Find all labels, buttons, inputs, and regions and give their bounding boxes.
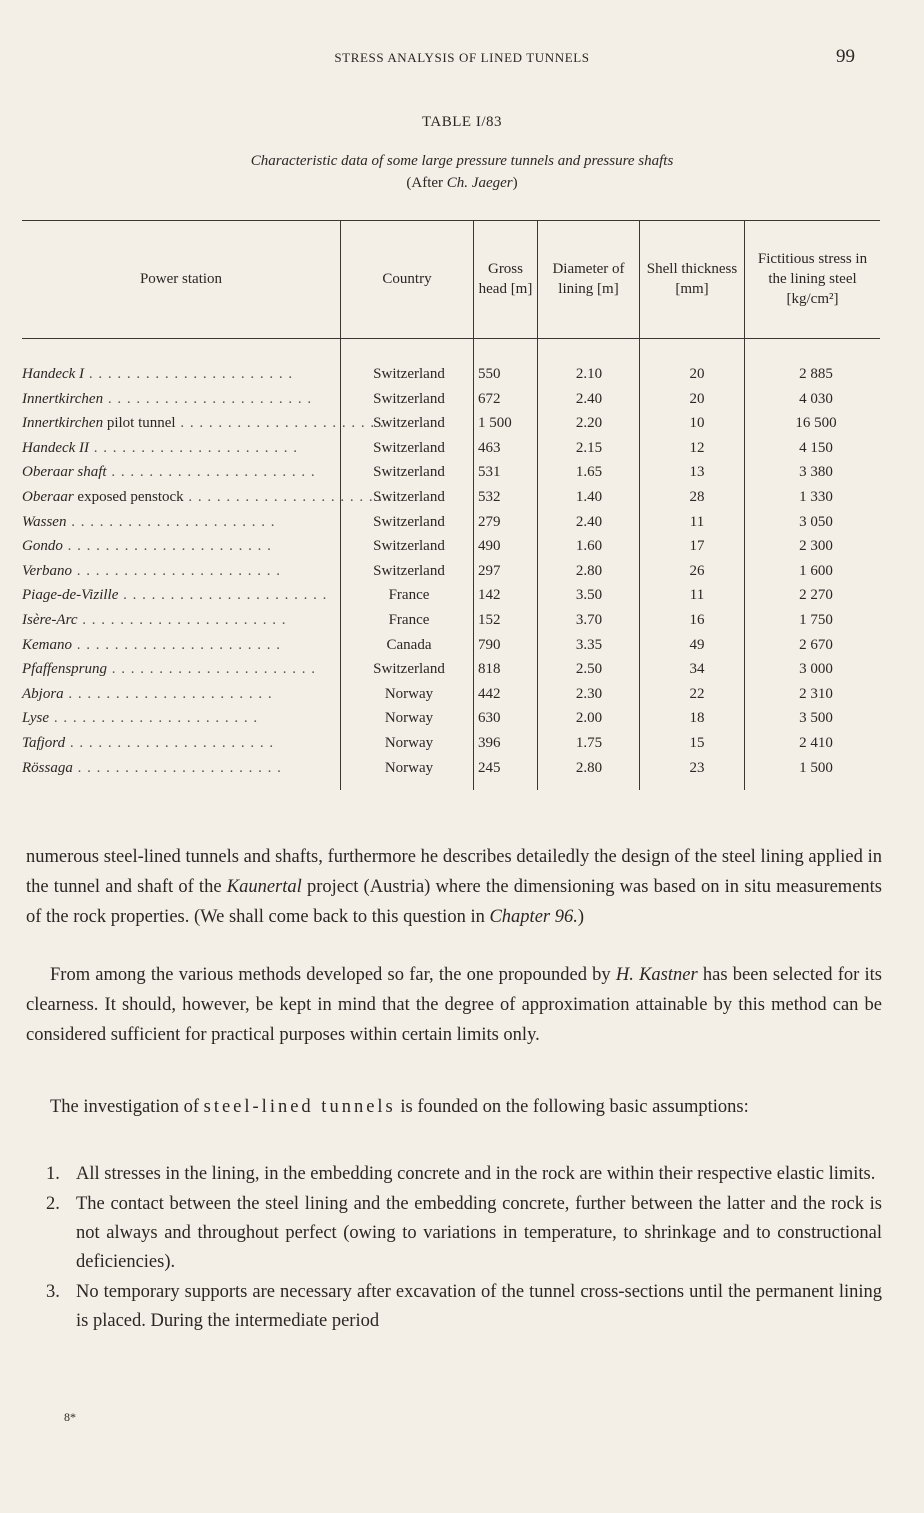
cell-country: Switzerland [373, 513, 445, 530]
list-item [46, 1190, 882, 1277]
paragraph-3 [26, 1092, 882, 1122]
table-row [22, 756, 880, 781]
table-row [22, 534, 880, 559]
table-row [22, 657, 880, 682]
cell-shell-thickness: 18 [689, 710, 705, 727]
table-row [22, 460, 880, 485]
column-header-shell-thickness: Shell thickness [mm] [646, 261, 738, 297]
cell-diameter: 3.50 [575, 587, 603, 604]
cell-shell-thickness: 22 [689, 685, 705, 702]
list-item-number: 2. [46, 1194, 60, 1214]
cell-diameter: 2.00 [575, 710, 603, 727]
cell-power-station [22, 485, 393, 509]
cell-shell-thickness: 34 [689, 661, 705, 678]
cell-power-station [22, 756, 322, 780]
station-name: Piage-de-Vizille [22, 587, 119, 604]
cell-country: Norway [384, 759, 434, 776]
cell-country: Switzerland [373, 390, 445, 407]
cell-country: Switzerland [373, 439, 445, 456]
table-row [22, 633, 880, 658]
running-head: STRESS ANALYSIS OF LINED TUNNELS [334, 50, 590, 65]
cell-fictitious-stress: 1 330 [799, 489, 833, 505]
cell-shell-thickness: 17 [689, 538, 705, 555]
cell-gross-head: 1 500 [478, 415, 512, 432]
table-row [22, 608, 880, 633]
cell-shell-thickness: 16 [689, 612, 705, 628]
table-row [22, 485, 880, 510]
cell-power-station [22, 510, 322, 534]
cell-country: Switzerland [373, 562, 445, 579]
station-suffix: exposed penstock [73, 489, 184, 505]
cell-power-station [22, 534, 322, 558]
station-name: Handeck II [22, 439, 90, 456]
cell-shell-thickness: 15 [689, 735, 705, 751]
caption-title: Characteristic data of some large pressure tunnels and pressure shafts [250, 153, 674, 169]
cell-diameter: 2.15 [575, 439, 603, 456]
station-name: Innertkirchen [22, 415, 104, 432]
cell-gross-head: 790 [478, 636, 501, 653]
leader-dots: . . . . . . . . . . . . . . . . . . . . . . [66, 513, 276, 530]
cell-shell-thickness: 12 [689, 439, 705, 456]
cell-shell-thickness: 11 [689, 513, 705, 530]
cell-power-station [22, 436, 322, 460]
cell-power-station [22, 411, 385, 435]
station-name: Wassen [22, 513, 67, 530]
cell-gross-head: 490 [478, 538, 501, 555]
leader-dots: . . . . . . . . . . . . . . . . . . . . . . [63, 685, 273, 702]
leader-dots: . . . . . . . . . . . . . . . . . . . . . . [103, 390, 313, 407]
table-row [22, 583, 880, 608]
paragraph-1-text-b: project (Austria) where the dimensioning was based on in situ measurements of the rock properties. (We shall come back to this question in [26, 877, 883, 927]
cell-shell-thickness: 11 [689, 587, 705, 604]
leader-dots: . . . . . . . . . . . . . . . . . . . . . . [65, 735, 275, 751]
table-row [22, 387, 880, 412]
cell-diameter: 1.65 [575, 464, 603, 481]
cell-fictitious-stress: 1 500 [799, 759, 833, 776]
cell-country: Switzerland [373, 366, 445, 382]
column-header-gross-head: Gross head [m] [478, 261, 533, 297]
cell-shell-thickness: 26 [689, 562, 705, 579]
cell-country: Canada [386, 636, 432, 653]
paragraph-3-text-a: The investigation of [50, 1097, 204, 1117]
station-name: Oberaar shaft [22, 464, 107, 481]
cell-gross-head: 279 [478, 513, 501, 530]
cell-power-station [22, 682, 322, 706]
cell-fictitious-stress: 2 310 [799, 685, 833, 702]
cell-gross-head: 463 [478, 439, 501, 456]
cell-fictitious-stress: 1 750 [799, 612, 833, 628]
station-name: Pfaffensprung [22, 661, 107, 678]
column-header-power-station: Power station [139, 271, 223, 287]
list-item-text: No temporary supports are necessary after excavation of the tunnel cross-sections until the permanent lining is placed. During the intermediate period [76, 1282, 882, 1331]
paragraph-2 [26, 960, 882, 1050]
cell-diameter: 1.60 [575, 538, 603, 555]
cell-power-station [22, 583, 328, 607]
cell-fictitious-stress: 3 500 [799, 710, 833, 727]
table-caption [0, 150, 924, 194]
cell-diameter: 2.80 [575, 562, 603, 579]
cell-power-station [22, 731, 322, 755]
cell-fictitious-stress: 2 670 [799, 636, 833, 653]
table-header-rule [22, 338, 880, 339]
table-row [22, 411, 880, 436]
cell-gross-head: 245 [478, 759, 501, 776]
data-table [22, 220, 880, 820]
chapter-reference: Chapter 96. [489, 907, 578, 927]
column-header-diameter: Diameter of lining [m] [552, 261, 625, 297]
leader-dots: . . . . . . . . . . . . . . . . . . . . . . [175, 415, 385, 432]
table-row [22, 682, 880, 707]
cell-country: Norway [384, 735, 434, 751]
cell-diameter: 2.10 [575, 366, 603, 382]
leader-dots: . . . . . . . . . . . . . . . . . . . . . . [106, 464, 316, 481]
leader-dots: . . . . . . . . . . . . . . . . . . . . . . [107, 661, 316, 678]
station-name: Handeck I [22, 366, 85, 382]
list-item-text: The contact between the steel lining and the embedding concrete, further between the latter and the rock is not always and throughout perfect (owing to variations in temperature, to shrinkage and to constructional deficiencies). [76, 1194, 882, 1272]
cell-fictitious-stress: 2 885 [799, 366, 833, 382]
cell-shell-thickness: 49 [689, 636, 705, 653]
cell-diameter: 2.40 [575, 390, 603, 407]
cell-country: Norway [384, 710, 434, 727]
leader-dots: . . . . . . . . . . . . . . . . . . . . . . [183, 489, 393, 505]
station-name: Oberaar [22, 489, 74, 505]
caption-source-suffix: ) [512, 175, 518, 191]
cell-diameter: 2.50 [575, 661, 603, 678]
cell-gross-head: 531 [478, 464, 501, 481]
list-item-number: 1. [46, 1164, 60, 1184]
cell-power-station [22, 387, 322, 411]
cell-power-station [22, 706, 322, 730]
cell-diameter: 1.40 [575, 489, 603, 505]
cell-diameter: 1.75 [575, 735, 603, 751]
station-name: Innertkirchen [22, 390, 104, 407]
station-name: Gondo [22, 538, 63, 555]
leader-dots: . . . . . . . . . . . . . . . . . . . . . . [72, 636, 281, 653]
cell-power-station [22, 657, 322, 681]
station-name: Kemano [22, 636, 72, 653]
cell-country: Switzerland [373, 661, 445, 678]
cell-fictitious-stress: 3 050 [799, 513, 833, 530]
cell-fictitious-stress: 2 270 [799, 587, 833, 604]
cell-country: Switzerland [373, 464, 445, 481]
list-item-number: 3. [46, 1282, 60, 1302]
cell-diameter: 2.40 [575, 513, 603, 530]
table-row [22, 731, 880, 756]
cell-power-station [22, 633, 322, 657]
paragraph-1 [26, 842, 882, 932]
table-row [22, 436, 880, 461]
table-row [22, 362, 880, 387]
station-name: Isère-Arc [22, 612, 78, 628]
leader-dots: . . . . . . . . . . . . . . . . . . . . . . [72, 759, 282, 776]
cell-shell-thickness: 10 [689, 415, 705, 432]
column-header-fictitious-stress: Fictitious stress in the lining steel [kg/cm²] [757, 251, 868, 307]
cell-diameter: 2.20 [575, 415, 603, 432]
table-row [22, 706, 880, 731]
list-item [46, 1160, 882, 1189]
paragraph-1-text-c: ) [577, 907, 585, 927]
paragraph-2-text-b: has been selected for its clearness. It should, however, be kept in mind that the degree of approximation attainable by this method can be considered sufficient for practical purposes within certain limits only. [26, 965, 882, 1045]
author-name: H. Kastner [615, 965, 698, 985]
cell-fictitious-stress: 4 030 [799, 390, 833, 407]
cell-fictitious-stress: 2 300 [799, 538, 833, 555]
leader-dots: . . . . . . . . . . . . . . . . . . . . . . [89, 439, 299, 456]
cell-fictitious-stress: 4 150 [799, 439, 833, 456]
cell-country: Switzerland [373, 538, 445, 555]
caption-source-prefix: (After [406, 175, 447, 191]
cell-diameter: 3.70 [575, 612, 603, 628]
leader-dots: . . . . . . . . . . . . . . . . . . . . . . [49, 710, 259, 727]
station-suffix: pilot tunnel [103, 415, 176, 432]
project-name: Kaunertal [226, 877, 302, 897]
table-row [22, 559, 880, 584]
table-row [22, 510, 880, 535]
signature-mark: 8* [64, 1410, 76, 1424]
cell-fictitious-stress: 3 380 [799, 464, 833, 481]
cell-country: Switzerland [373, 489, 445, 505]
leader-dots: . . . . . . . . . . . . . . . . . . . . . . [84, 366, 294, 382]
cell-gross-head: 550 [478, 366, 501, 382]
cell-shell-thickness: 13 [689, 464, 705, 481]
page-number: 99 [836, 46, 855, 67]
cell-gross-head: 630 [478, 710, 501, 727]
cell-country: Norway [384, 685, 434, 702]
station-name: Rössaga [22, 759, 73, 776]
cell-gross-head: 532 [478, 489, 501, 505]
cell-gross-head: 818 [478, 661, 501, 678]
cell-diameter: 2.30 [575, 685, 603, 702]
cell-power-station [22, 608, 322, 632]
column-header-country: Country [382, 271, 432, 287]
cell-fictitious-stress: 2 410 [799, 735, 833, 751]
cell-country: France [388, 587, 430, 604]
leader-dots: . . . . . . . . . . . . . . . . . . . . . . [118, 587, 328, 604]
cell-gross-head: 142 [478, 587, 501, 604]
assumptions-list [46, 1160, 882, 1337]
leader-dots: . . . . . . . . . . . . . . . . . . . . . . [72, 562, 281, 579]
cell-shell-thickness: 28 [689, 489, 705, 505]
caption-source [0, 172, 924, 194]
spaced-emphasis: steel-lined tunnels [203, 1097, 396, 1117]
cell-gross-head: 396 [478, 735, 501, 751]
caption-source-author: Ch. Jaeger [446, 175, 513, 191]
cell-country: France [388, 612, 430, 628]
cell-fictitious-stress: 16 500 [795, 415, 837, 432]
station-name: Abjora [22, 685, 64, 702]
cell-shell-thickness: 20 [689, 366, 705, 382]
list-item-text: All stresses in the lining, in the embedding concrete and in the rock are within their respective elastic limits. [76, 1164, 876, 1184]
cell-diameter: 2.80 [575, 759, 603, 776]
cell-power-station [22, 460, 322, 484]
cell-country: Switzerland [373, 415, 445, 432]
cell-power-station [22, 559, 322, 583]
table-label: TABLE I/83 [421, 114, 503, 130]
cell-gross-head: 442 [478, 685, 501, 702]
cell-gross-head: 152 [478, 612, 501, 628]
cell-power-station [22, 362, 322, 386]
cell-gross-head: 672 [478, 390, 501, 407]
paragraph-2-text-a: From among the various methods developed so far, the one propounded by [50, 965, 616, 985]
cell-diameter: 3.35 [575, 636, 603, 653]
leader-dots: . . . . . . . . . . . . . . . . . . . . . . [77, 612, 287, 628]
station-name: Lyse [22, 710, 50, 727]
cell-fictitious-stress: 3 000 [799, 661, 833, 678]
cell-shell-thickness: 20 [689, 390, 705, 407]
leader-dots: . . . . . . . . . . . . . . . . . . . . . . [62, 538, 272, 555]
cell-gross-head: 297 [478, 562, 501, 579]
cell-fictitious-stress: 1 600 [799, 562, 833, 579]
paragraph-1-text-a: numerous steel-lined tunnels and shafts, furthermore he describes detailedly the design of the steel lining applied in the tunnel and shaft of the [26, 847, 882, 897]
paragraph-3-text-b: is founded on the following basic assumptions: [395, 1097, 749, 1117]
cell-shell-thickness: 23 [689, 759, 705, 776]
station-name: Verbano [22, 562, 72, 579]
list-item [46, 1278, 882, 1336]
station-name: Tafjord [22, 735, 66, 751]
